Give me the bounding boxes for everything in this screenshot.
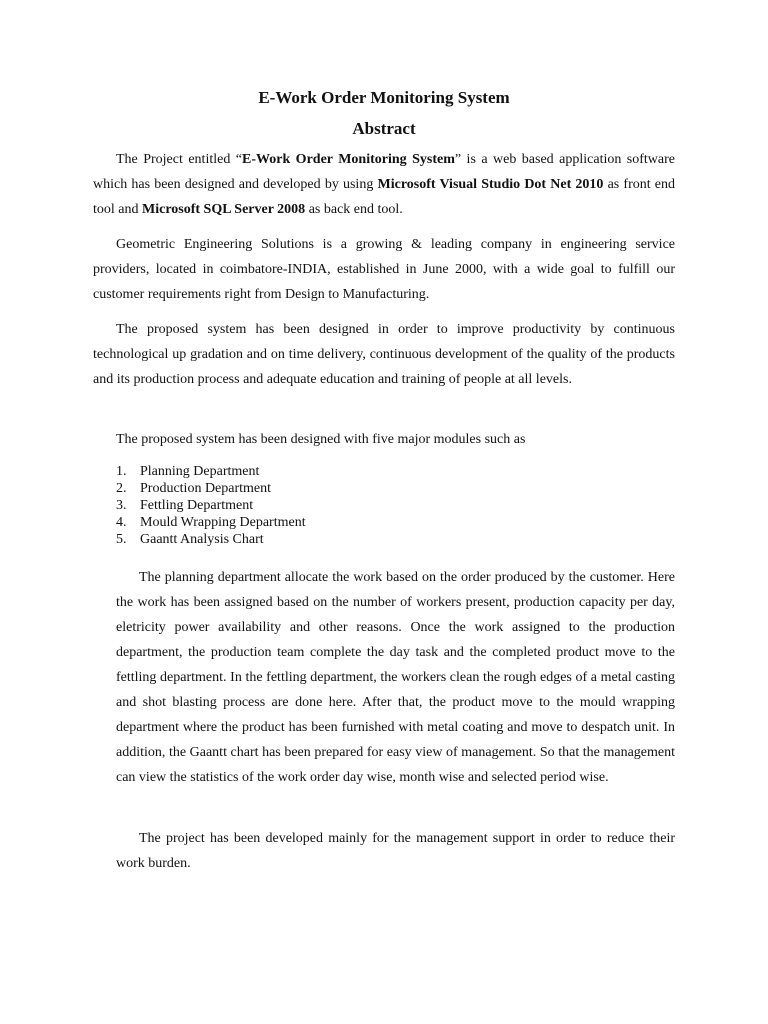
list-item [116,497,516,514]
paragraph-intro [93,147,675,222]
list-item-number: 5. [116,532,127,547]
paragraph-workflow: The planning department allocate the work based on the order produced by the customer. Here the work has been assigned based on the number of workers present, production capacity per day, eletricity power availability and other reasons. Once the work assigned to the production department, the production team complete the day task and the completed product move to the fettling department. In the fettling department, the workers clean the rough edges of a metal casting and shot blasting process are done here. After that, the product move to the mould wrapping department where the product has been furnished with metal coating and move to despatch unit. In addition, the Gaantt chart has been prepared for easy view of management. So that the management can view the statistics of the work order day wise, month wise and selected period wise. [116,570,675,785]
intro-frontend-tool: Microsoft Visual Studio Dot Net 2010 [377,177,604,192]
list-item [116,463,516,480]
list-item [116,480,516,497]
list-item-label: Production Department [140,481,272,496]
list-item-number: 4. [116,515,127,530]
list-item [116,514,516,531]
intro-backend-tool: Microsoft SQL Server 2008 [142,202,306,217]
list-item-label: Fettling Department [140,498,254,513]
paragraph-modules-intro: The proposed system has been designed with five major modules such as [116,432,526,447]
document-title: E-Work Order Monitoring System [258,88,510,107]
intro-text-4: as back end tool. [305,202,403,217]
section-heading-abstract: Abstract [352,119,416,138]
modules-list [116,463,516,548]
intro-text-1: The Project entitled “ [116,152,242,167]
list-item-label: Gaantt Analysis Chart [140,532,264,547]
list-item-number: 1. [116,464,127,479]
list-item-number: 2. [116,481,127,496]
intro-text-2: ” is a web based application software which has been designed and developed by using [93,152,675,192]
list-item-label: Planning Department [140,464,260,479]
intro-project-name: E-Work Order Monitoring System [242,152,455,167]
list-item-number: 3. [116,498,127,513]
paragraph-objective: The proposed system has been designed in order to improve productivity by continuous technological up gradation and on time delivery, continuous development of the quality of the products and its production process and adequate education and training of people at all levels. [93,322,675,387]
paragraph-company: Geometric Engineering Solutions is a growing & leading company in engineering service providers, located in coimbatore-INDIA, established in June 2000, with a wide goal to fulfill our customer requirements right from Design to Manufacturing. [93,237,675,302]
list-item [116,531,516,548]
paragraph-conclusion: The project has been developed mainly for the management support in order to reduce their work burden. [116,831,675,871]
list-item-label: Mould Wrapping Department [140,515,306,530]
intro-text-3: as front end tool and [93,177,675,217]
